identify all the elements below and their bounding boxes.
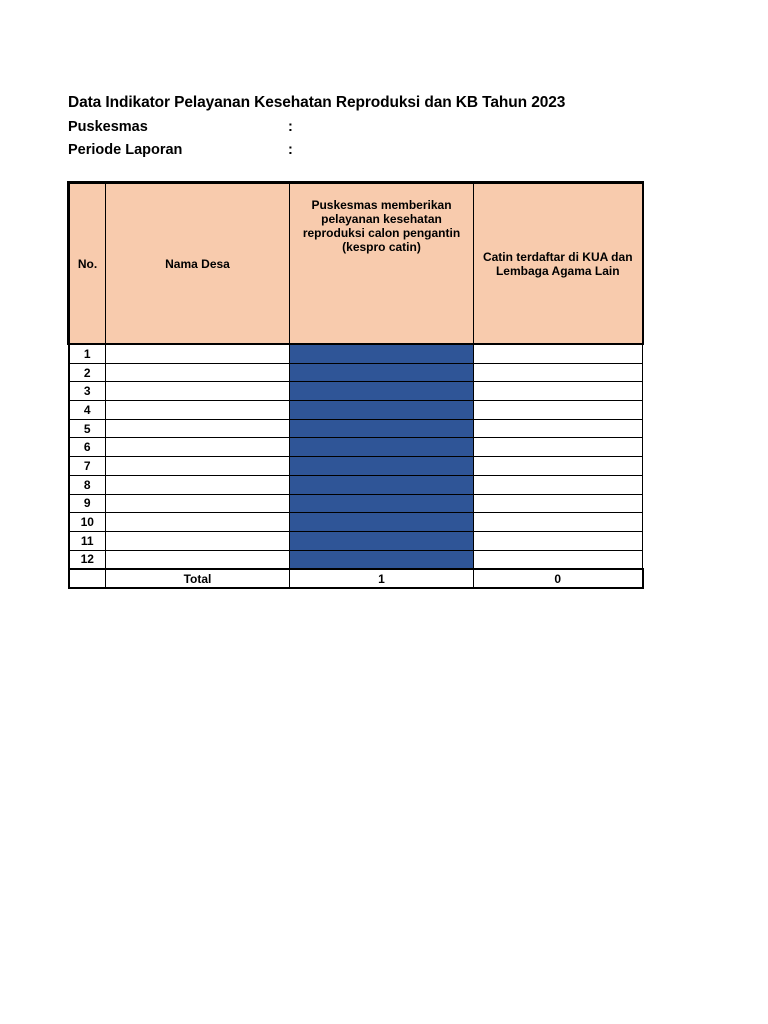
catin-cell[interactable] — [474, 475, 643, 494]
row-number-cell: 3 — [69, 382, 106, 401]
nama-desa-cell[interactable] — [106, 475, 290, 494]
nama-desa-cell[interactable] — [106, 531, 290, 550]
table-row — [69, 382, 643, 401]
table-row — [69, 401, 643, 420]
row-number-cell: 5 — [69, 419, 106, 438]
puskesmas-cell[interactable] — [290, 475, 474, 494]
puskesmas-cell[interactable] — [290, 457, 474, 476]
table-row — [69, 550, 643, 569]
catin-cell[interactable] — [474, 419, 643, 438]
total-no-cell — [69, 569, 106, 588]
total-puskesmas: 1 — [290, 569, 474, 588]
puskesmas-cell[interactable] — [290, 344, 474, 363]
catin-cell[interactable] — [474, 382, 643, 401]
catin-cell[interactable] — [474, 494, 643, 513]
nama-desa-cell[interactable] — [106, 382, 290, 401]
row-number-cell: 8 — [69, 475, 106, 494]
nama-desa-cell[interactable] — [106, 550, 290, 569]
table-row — [69, 513, 643, 532]
row-number-cell: 11 — [69, 531, 106, 550]
puskesmas-cell[interactable] — [290, 550, 474, 569]
table-row — [69, 475, 643, 494]
nama-desa-cell[interactable] — [106, 457, 290, 476]
catin-cell[interactable] — [474, 401, 643, 420]
header-row — [69, 183, 643, 345]
row-number-cell: 4 — [69, 401, 106, 420]
puskesmas-cell[interactable] — [290, 382, 474, 401]
puskesmas-cell[interactable] — [290, 513, 474, 532]
total-catin: 0 — [474, 569, 643, 588]
table-row — [69, 457, 643, 476]
meta-puskesmas — [68, 119, 293, 135]
nama-desa-cell[interactable] — [106, 419, 290, 438]
table-row — [69, 531, 643, 550]
catin-cell[interactable] — [474, 531, 643, 550]
row-number-cell: 9 — [69, 494, 106, 513]
meta-separator: : — [288, 119, 293, 135]
meta-separator: : — [288, 142, 293, 158]
table-row — [69, 438, 643, 457]
report-table — [67, 181, 644, 589]
table-body — [69, 344, 643, 569]
row-number-cell: 10 — [69, 513, 106, 532]
row-number-cell: 2 — [69, 363, 106, 382]
header-puskesmas-kespro-catin: Puskesmas memberikan pelayanan kesehatan reproduksi calon pengantin (kespro catin) — [290, 183, 474, 345]
total-label: Total — [106, 569, 290, 588]
puskesmas-cell[interactable] — [290, 531, 474, 550]
table-row — [69, 363, 643, 382]
table-row — [69, 494, 643, 513]
meta-label-periode-laporan: Periode Laporan — [68, 142, 183, 158]
row-number-cell: 7 — [69, 457, 106, 476]
table-row — [69, 344, 643, 363]
puskesmas-cell[interactable] — [290, 494, 474, 513]
catin-cell[interactable] — [474, 513, 643, 532]
nama-desa-cell[interactable] — [106, 344, 290, 363]
meta-periode-laporan — [68, 142, 293, 158]
table-row — [69, 419, 643, 438]
nama-desa-cell[interactable] — [106, 401, 290, 420]
total-row — [69, 569, 643, 588]
catin-cell[interactable] — [474, 550, 643, 569]
catin-cell[interactable] — [474, 457, 643, 476]
catin-cell[interactable] — [474, 363, 643, 382]
row-number-cell: 12 — [69, 550, 106, 569]
nama-desa-cell[interactable] — [106, 363, 290, 382]
meta-label-puskesmas: Puskesmas — [68, 119, 148, 135]
row-number-cell: 6 — [69, 438, 106, 457]
row-number-cell: 1 — [69, 344, 106, 363]
nama-desa-cell[interactable] — [106, 513, 290, 532]
puskesmas-cell[interactable] — [290, 363, 474, 382]
puskesmas-cell[interactable] — [290, 401, 474, 420]
header-catin-terdaftar: Catin terdaftar di KUA dan Lembaga Agama Lain — [474, 183, 643, 345]
catin-cell[interactable] — [474, 438, 643, 457]
catin-cell[interactable] — [474, 344, 643, 363]
puskesmas-cell[interactable] — [290, 419, 474, 438]
nama-desa-cell[interactable] — [106, 494, 290, 513]
header-nama-desa: Nama Desa — [106, 183, 290, 345]
header-no: No. — [69, 183, 106, 345]
puskesmas-cell[interactable] — [290, 438, 474, 457]
document-title: Data Indikator Pelayanan Kesehatan Reproduksi dan KB Tahun 2023 — [68, 94, 566, 111]
nama-desa-cell[interactable] — [106, 438, 290, 457]
